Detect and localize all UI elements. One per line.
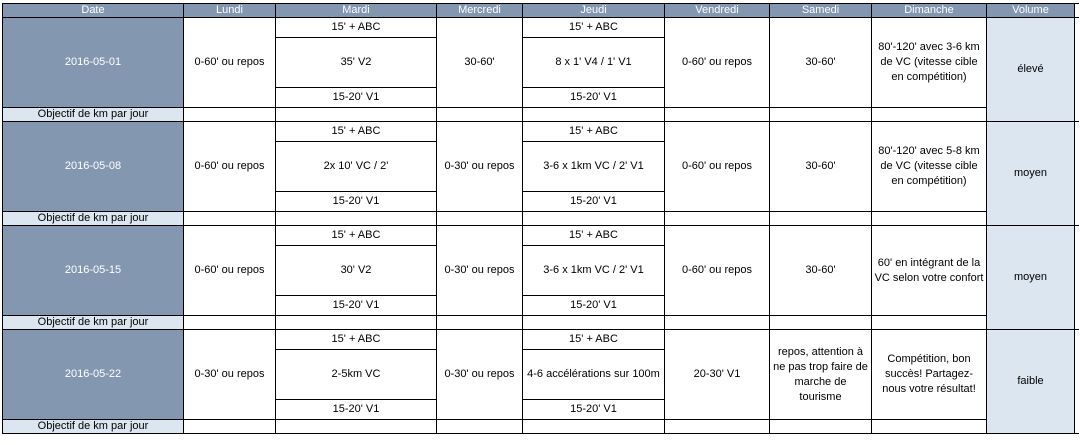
edge-cell bbox=[1075, 122, 1079, 226]
objective-jeudi[interactable] bbox=[523, 420, 665, 434]
week-date-cell[interactable]: 2016-05-01 bbox=[3, 18, 184, 108]
week-row-top bbox=[3, 122, 1079, 142]
volume-cell[interactable]: moyen bbox=[987, 226, 1075, 330]
mardi-mid-cell[interactable]: 2x 10' VC / 2' bbox=[276, 142, 437, 192]
samedi-cell[interactable]: 30-60' bbox=[770, 226, 872, 316]
vendredi-cell[interactable]: 0-60' ou repos bbox=[665, 122, 770, 212]
objective-samedi[interactable] bbox=[770, 108, 872, 122]
mardi-top-cell[interactable]: 15' + ABC bbox=[276, 122, 437, 142]
objective-mercredi[interactable] bbox=[437, 108, 523, 122]
samedi-cell[interactable]: 30-60' bbox=[770, 18, 872, 108]
objective-vendredi[interactable] bbox=[665, 212, 770, 226]
objective-mardi[interactable] bbox=[276, 108, 437, 122]
objective-lundi[interactable] bbox=[184, 108, 276, 122]
mardi-top-cell[interactable]: 15' + ABC bbox=[276, 226, 437, 246]
objective-dimanche[interactable] bbox=[872, 108, 987, 122]
volume-cell[interactable]: élevé bbox=[987, 18, 1075, 122]
week-date-cell[interactable]: 2016-05-22 bbox=[3, 330, 184, 420]
dimanche-cell[interactable]: 60' en intégrant de la VC selon votre confort bbox=[872, 226, 987, 316]
mardi-top-cell[interactable]: 15' + ABC bbox=[276, 330, 437, 350]
lundi-cell[interactable]: 0-60' ou repos bbox=[184, 18, 276, 108]
objective-row bbox=[3, 420, 1079, 434]
objective-samedi[interactable] bbox=[770, 420, 872, 434]
header-jeudi[interactable]: Jeudi bbox=[523, 4, 665, 18]
jeudi-bottom-cell[interactable]: 15-20' V1 bbox=[523, 296, 665, 316]
header-mercredi[interactable]: Mercredi bbox=[437, 4, 523, 18]
jeudi-bottom-cell[interactable]: 15-20' V1 bbox=[523, 192, 665, 212]
objective-lundi[interactable] bbox=[184, 212, 276, 226]
objective-mercredi[interactable] bbox=[437, 420, 523, 434]
samedi-cell[interactable]: repos, attention à ne pas trop faire de marche de tourisme bbox=[770, 330, 872, 420]
objective-label[interactable]: Objectif de km par jour bbox=[3, 108, 184, 122]
objective-samedi[interactable] bbox=[770, 316, 872, 330]
lundi-cell[interactable]: 0-60' ou repos bbox=[184, 122, 276, 212]
lundi-cell[interactable]: 0-30' ou repos bbox=[184, 330, 276, 420]
objective-mercredi[interactable] bbox=[437, 316, 523, 330]
samedi-cell[interactable]: 30-60' bbox=[770, 122, 872, 212]
training-plan-table bbox=[2, 3, 1079, 434]
jeudi-bottom-cell[interactable]: 15-20' V1 bbox=[523, 88, 665, 108]
objective-label[interactable]: Objectif de km par jour bbox=[3, 420, 184, 434]
objective-vendredi[interactable] bbox=[665, 316, 770, 330]
dimanche-cell[interactable]: 80'-120' avec 5-8 km de VC (vitesse cible en compétition) bbox=[872, 122, 987, 212]
mardi-mid-cell[interactable]: 2-5km VC bbox=[276, 350, 437, 400]
header-samedi[interactable]: Samedi bbox=[770, 4, 872, 18]
jeudi-bottom-cell[interactable]: 15-20' V1 bbox=[523, 400, 665, 420]
mardi-bottom-cell[interactable]: 15-20' V1 bbox=[276, 400, 437, 420]
objective-vendredi[interactable] bbox=[665, 108, 770, 122]
objective-mercredi[interactable] bbox=[437, 212, 523, 226]
week-date-cell[interactable]: 2016-05-15 bbox=[3, 226, 184, 316]
objective-dimanche[interactable] bbox=[872, 420, 987, 434]
header-edge bbox=[1075, 4, 1079, 18]
mardi-mid-cell[interactable]: 30' V2 bbox=[276, 246, 437, 296]
objective-mardi[interactable] bbox=[276, 420, 437, 434]
edge-cell bbox=[1075, 226, 1079, 330]
mercredi-cell[interactable]: 0-30' ou repos bbox=[437, 226, 523, 316]
objective-samedi[interactable] bbox=[770, 212, 872, 226]
objective-row bbox=[3, 108, 1079, 122]
lundi-cell[interactable]: 0-60' ou repos bbox=[184, 226, 276, 316]
jeudi-mid-cell[interactable]: 3-6 x 1km VC / 2' V1 bbox=[523, 142, 665, 192]
header-mardi[interactable]: Mardi bbox=[276, 4, 437, 18]
objective-dimanche[interactable] bbox=[872, 212, 987, 226]
vendredi-cell[interactable]: 0-60' ou repos bbox=[665, 18, 770, 108]
objective-label[interactable]: Objectif de km par jour bbox=[3, 212, 184, 226]
header-date[interactable]: Date bbox=[3, 4, 184, 18]
jeudi-top-cell[interactable]: 15' + ABC bbox=[523, 226, 665, 246]
week-row-top bbox=[3, 330, 1079, 350]
objective-row bbox=[3, 316, 1079, 330]
header-row bbox=[3, 4, 1079, 18]
objective-vendredi[interactable] bbox=[665, 420, 770, 434]
mardi-mid-cell[interactable]: 35' V2 bbox=[276, 38, 437, 88]
dimanche-cell[interactable]: 80'-120' avec 3-6 km de VC (vitesse cible en compétition) bbox=[872, 18, 987, 108]
jeudi-top-cell[interactable]: 15' + ABC bbox=[523, 330, 665, 350]
objective-jeudi[interactable] bbox=[523, 316, 665, 330]
week-row-top bbox=[3, 18, 1079, 38]
objective-jeudi[interactable] bbox=[523, 212, 665, 226]
objective-lundi[interactable] bbox=[184, 316, 276, 330]
jeudi-top-cell[interactable]: 15' + ABC bbox=[523, 122, 665, 142]
jeudi-mid-cell[interactable]: 8 x 1' V4 / 1' V1 bbox=[523, 38, 665, 88]
week-date-cell[interactable]: 2016-05-08 bbox=[3, 122, 184, 212]
jeudi-mid-cell[interactable]: 3-6 x 1km VC / 2' V1 bbox=[523, 246, 665, 296]
jeudi-top-cell[interactable]: 15' + ABC bbox=[523, 18, 665, 38]
header-vendredi[interactable]: Vendredi bbox=[665, 4, 770, 18]
objective-mardi[interactable] bbox=[276, 212, 437, 226]
header-dimanche[interactable]: Dimanche bbox=[872, 4, 987, 18]
objective-lundi[interactable] bbox=[184, 420, 276, 434]
edge-cell bbox=[1075, 18, 1079, 122]
mercredi-cell[interactable]: 0-30' ou repos bbox=[437, 330, 523, 420]
objective-label[interactable]: Objectif de km par jour bbox=[3, 316, 184, 330]
jeudi-mid-cell[interactable]: 4-6 accélérations sur 100m bbox=[523, 350, 665, 400]
mercredi-cell[interactable]: 0-30' ou repos bbox=[437, 122, 523, 212]
mercredi-cell[interactable]: 30-60' bbox=[437, 18, 523, 108]
vendredi-cell[interactable]: 0-60' ou repos bbox=[665, 226, 770, 316]
dimanche-cell[interactable]: Compétition, bon succès! Partagez-nous votre résultat! bbox=[872, 330, 987, 420]
header-lundi[interactable]: Lundi bbox=[184, 4, 276, 18]
mardi-bottom-cell[interactable]: 15-20' V1 bbox=[276, 296, 437, 316]
objective-jeudi[interactable] bbox=[523, 108, 665, 122]
header-volume[interactable]: Volume bbox=[987, 4, 1075, 18]
week-row-top bbox=[3, 226, 1079, 246]
volume-cell[interactable]: faible bbox=[987, 330, 1075, 434]
mardi-bottom-cell[interactable]: 15-20' V1 bbox=[276, 192, 437, 212]
objective-mardi[interactable] bbox=[276, 316, 437, 330]
objective-row bbox=[3, 212, 1079, 226]
vendredi-cell[interactable]: 20-30' V1 bbox=[665, 330, 770, 420]
volume-cell[interactable]: moyen bbox=[987, 122, 1075, 226]
mardi-top-cell[interactable]: 15' + ABC bbox=[276, 18, 437, 38]
objective-dimanche[interactable] bbox=[872, 316, 987, 330]
edge-cell bbox=[1075, 330, 1079, 434]
mardi-bottom-cell[interactable]: 15-20' V1 bbox=[276, 88, 437, 108]
